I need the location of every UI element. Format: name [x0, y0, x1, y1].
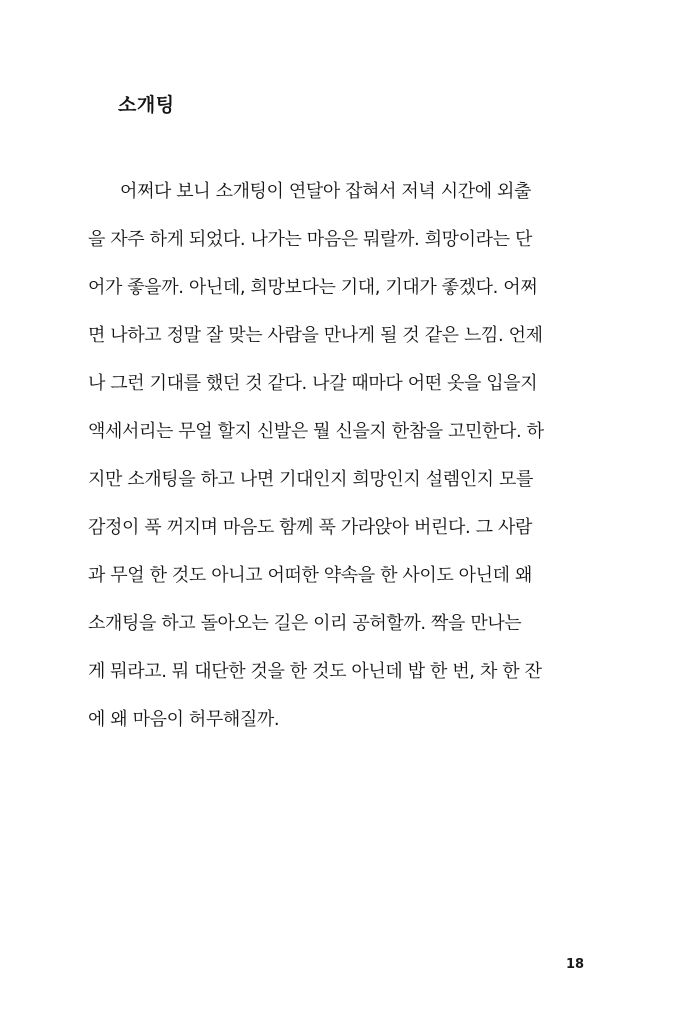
page-number: 18 — [566, 957, 585, 972]
text-line: 어쩌다 보니 소개팅이 연달아 잡혀서 저녁 시간에 외출 — [120, 181, 531, 202]
text-line: 을 자주 하게 되었다. 나가는 마음은 뭐랄까. 희망이라는 단 — [88, 229, 532, 250]
text-line: 소개팅을 하고 돌아오는 길은 이리 공허할까. 짝을 만나는 — [88, 613, 522, 634]
text-line: 액세서리는 무얼 할지 신발은 뭘 신을지 한참을 고민한다. 하 — [88, 421, 544, 442]
text-line: 감정이 푹 꺼지며 마음도 함께 푹 가라앉아 버린다. 그 사람 — [88, 517, 532, 538]
text-line: 게 뭐라고. 뭐 대단한 것을 한 것도 아닌데 밥 한 번, 차 한 잔 — [88, 661, 542, 682]
text-line: 과 무얼 한 것도 아니고 어떠한 약속을 한 사이도 아닌데 왜 — [88, 565, 532, 586]
text-line: 지만 소개팅을 하고 나면 기대인지 희망인지 설렘인지 모를 — [88, 469, 533, 490]
text-line: 에 왜 마음이 허무해질까. — [88, 709, 280, 730]
text-line: 나 그런 기대를 했던 것 같다. 나갈 때마다 어떤 옷을 입을지 — [88, 373, 538, 394]
text-line: 면 나하고 정말 잘 맞는 사람을 만나게 될 것 같은 느낌. 언제 — [88, 325, 543, 346]
chapter-title: 소개팅 — [118, 94, 175, 116]
text-line: 어가 좋을까. 아닌데, 희망보다는 기대, 기대가 좋겠다. 어쩌 — [88, 277, 538, 298]
